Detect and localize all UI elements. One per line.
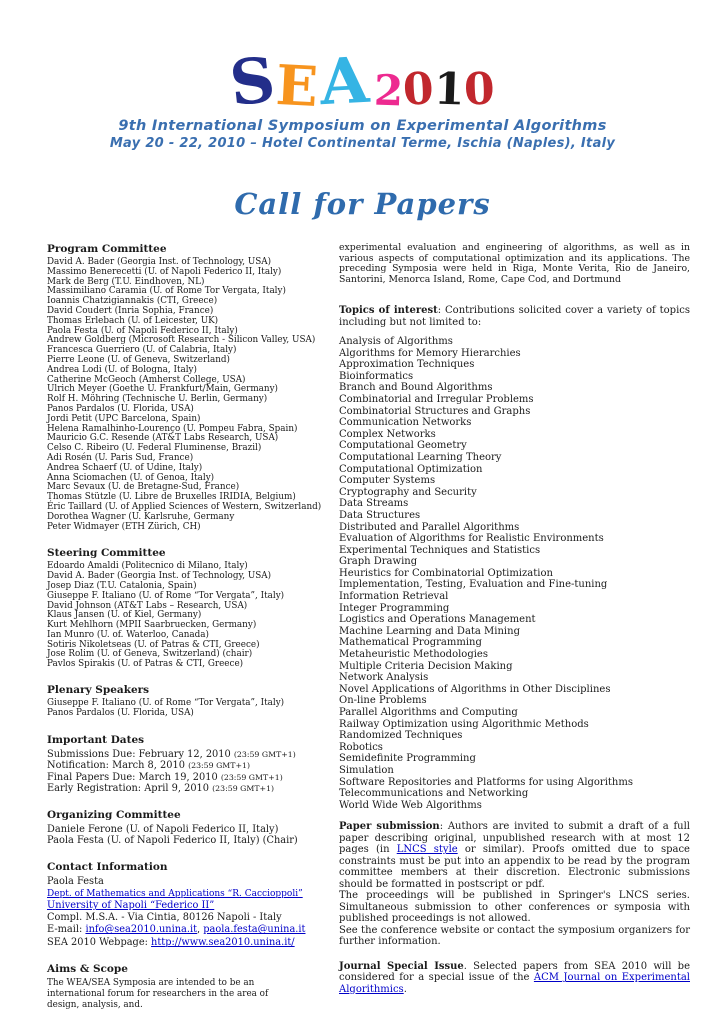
committee-member: Mauricio G.C. Resende (AT&T Labs Research, USA) — [47, 433, 279, 444]
committee-member: Josep Diaz (T.U. Catalonia, Spain) — [47, 580, 197, 591]
logo-letter: E — [274, 51, 320, 119]
contact-information-heading: Contact Information — [47, 860, 168, 873]
topic-item: Approximation Techniques — [339, 359, 475, 371]
topic-item: Software Repositories and Platforms for using Algorithms — [339, 776, 633, 788]
topic-item: Simulation — [339, 764, 394, 776]
topic-item: Semidefinite Programming — [339, 753, 476, 765]
email-label: E-mail: — [47, 924, 86, 936]
topic-item: World Wide Web Algorithms — [339, 799, 482, 811]
topic-item: Parallel Algorithms and Computing — [339, 707, 518, 718]
contact-dept-line — [47, 888, 323, 900]
topic-item: Logistics and Operations Management — [339, 614, 536, 626]
important-dates-heading: Important Dates — [47, 733, 145, 746]
topic-item: Randomized Techniques — [339, 730, 463, 742]
logo-letter: 1 — [432, 63, 466, 116]
logo-letter: 0 — [463, 63, 496, 116]
committee-member: Jose Rolim (U. of Geneva, Switzerland) (chair) — [47, 649, 253, 660]
topic-item: Cryptography and Security — [339, 486, 477, 498]
email-link-2[interactable]: paola.festa@unina.it — [203, 924, 306, 936]
logo-letter: 0 — [401, 63, 435, 117]
organizing-committee-list — [47, 824, 323, 847]
committee-member: Marc Sevaux (U. de Bretagne-Sud, France) — [47, 482, 240, 493]
topic-item: Machine Learning and Data Mining — [339, 625, 520, 637]
committee-member: Paola Festa (U. of Napoli Federico II, Italy) (Chair) — [47, 835, 298, 847]
sea2010-logo — [0, 32, 725, 121]
topic-item: Computational Geometry — [339, 440, 467, 452]
page-header — [0, 0, 725, 151]
topic-item: Branch and Bound Algorithms — [339, 382, 493, 394]
section-program-committee — [47, 243, 323, 532]
content-columns — [0, 243, 725, 1024]
committee-member: Panos Pardalos (U. Florida, USA) — [47, 403, 194, 414]
committee-member: Edoardo Amaldi (Politecnico di Milano, Italy) — [47, 561, 248, 572]
email-separator: , — [197, 924, 204, 936]
section-contact-information — [47, 861, 323, 949]
important-date: Early Registration: April 9, 2010 (23:59 GMT+1) — [47, 783, 275, 795]
topic-item: Computational Learning Theory — [339, 451, 502, 463]
logo-letter: A — [317, 43, 371, 120]
committee-member: Sotiris Nikoletseas (U. of Patras & CTI, Greece) — [47, 639, 260, 650]
topic-item: Robotics — [339, 741, 383, 753]
intro-paragraph: experimental evaluation and engineering of algorithms, as well as in various aspects of computational optimization and its applications. The preceding Symposia were held in Riga, Monte Verita, Rio de Janeiro, Santorini, Menorca Island, Rome, Cape Cod, and Dortmund — [339, 242, 690, 285]
program-committee-list — [47, 258, 323, 532]
committee-member: David Johnson (AT&T Labs – Research, USA) — [47, 600, 248, 611]
committee-member: Rolf H. Möhring (Technische U. Berlin, Germany) — [47, 394, 268, 405]
topic-item: Multiple Criteria Decision Making — [339, 660, 513, 672]
topic-item: Bioinformatics — [339, 370, 414, 382]
see-website-paragraph: See the conference website or contact the symposium organizers for further information. — [339, 924, 690, 948]
aims-scope-heading: Aims & Scope — [47, 962, 128, 975]
topic-item: Computational Optimization — [339, 463, 483, 475]
paper-submission-text-1: : Authors are invited to submit a draft of a full paper describing original, unpublished research with at most 12 pages (in — [339, 821, 691, 856]
committee-member: Jordi Petit (UPC Barcelona, Spain) — [47, 413, 201, 424]
section-aims-scope — [47, 963, 323, 1012]
university-link[interactable]: University of Napoli “Federico II” — [47, 900, 215, 912]
topic-item: Telecommunications and Networking — [339, 788, 529, 800]
symposium-date-location: May 20 - 22, 2010 – Hotel Continental Terme, Ischia (Naples), Italy — [109, 136, 616, 151]
journal-text-2: . — [403, 983, 407, 995]
topic-item: Combinatorial Structures and Graphs — [339, 405, 531, 417]
paper-submission-paragraph — [339, 821, 690, 890]
topic-item: Data Structures — [339, 509, 421, 521]
committee-member: David A. Bader (Georgia Inst. of Technology, USA) — [47, 571, 272, 582]
right-column — [339, 243, 690, 1024]
topic-item: Railway Optimization using Algorithmic Methods — [339, 718, 589, 730]
committee-member: Catherine McGeoch (Amherst College, USA) — [47, 374, 246, 385]
program-committee-heading: Program Committee — [47, 243, 167, 255]
topic-item: Mathematical Programming — [339, 637, 482, 649]
topic-item: Heuristics for Combinatorial Optimization — [339, 567, 553, 579]
topic-item: Metaheuristic Methodologies — [339, 649, 488, 661]
important-dates-list — [47, 749, 323, 795]
committee-member: Giuseppe F. Italiano (U. of Rome “Tor Vergata”, Italy) — [47, 590, 285, 601]
topic-item: Algorithms for Memory Hierarchies — [339, 347, 521, 359]
journal-text-1: . Selected papers from SEA 2010 will be considered for a special issue of the — [339, 960, 690, 984]
committee-member: Mark de Berg (T.U. Eindhoven, NL) — [47, 276, 205, 287]
committee-member: Pavlos Spirakis (U. of Patras & CTI, Greece) — [47, 659, 244, 670]
topic-item: Complex Networks — [339, 428, 436, 440]
committee-member: David A. Bader (Georgia Inst. of Technology, USA) — [47, 257, 272, 267]
webpage-label: SEA 2010 Webpage: — [47, 936, 152, 948]
contact-name: Paola Festa — [47, 875, 104, 887]
steering-committee-list — [47, 562, 323, 670]
committee-member: Ulrich Meyer (Goethe U. Frankfurt/Main, Germany) — [47, 384, 278, 395]
topic-item: Information Retrieval — [339, 591, 449, 603]
dept-link[interactable]: Dept. of Mathematics and Applications “R. Caccioppoli” — [47, 888, 303, 899]
topic-item: Evaluation of Algorithms for Realistic Environments — [339, 533, 604, 545]
topic-item: Novel Applications of Algorithms in Other Disciplines — [339, 683, 611, 695]
topics-list — [339, 336, 690, 811]
left-column — [47, 243, 339, 1024]
committee-member: Éric Taillard (U. of Applied Sciences of Western, Switzerland) — [47, 501, 322, 512]
topic-item: Experimental Techniques and Statistics — [339, 544, 541, 556]
acm-journal-link[interactable]: ACM Journal on Experimental Algorithmics — [339, 972, 690, 995]
topic-item: Data Streams — [339, 498, 409, 510]
important-date: Submissions Due: February 12, 2010 (23:59 GMT+1) — [47, 748, 296, 760]
symposium-subtitle: 9th International Symposium on Experimental Algorithms — [118, 118, 607, 134]
committee-member: Andrea Schaerf (U. of Udine, Italy) — [47, 462, 203, 473]
paper-submission-text-2: or similar). Proofs omitted due to space constraints must be put into an appendix to be read by the program committee members at their discretion. Electronic submissions should be formatted in postscript or pdf. — [339, 844, 690, 890]
contact-webpage-line — [47, 937, 323, 949]
section-organizing-committee — [47, 809, 323, 847]
committee-member: Massimo Benerecetti (U. of Napoli Federico II, Italy) — [47, 266, 282, 277]
topics-of-interest-paragraph — [339, 305, 690, 328]
page-title: Call for Papers — [234, 187, 491, 221]
proceedings-paragraph: The proceedings will be published in Springer's LNCS series. Simultaneous submission to other conferences or symposia with published proceedings is not allowed. — [339, 890, 690, 925]
topic-item: Computer Systems — [339, 475, 436, 487]
aims-scope-text: The WEA/SEA Symposia are intended to be an international forum for researchers in the area of design, analysis, and. — [47, 977, 269, 1011]
topic-item: Communication Networks — [339, 417, 472, 429]
steering-committee-heading: Steering Committee — [47, 547, 166, 560]
topic-item: Implementation, Testing, Evaluation and Fine-tuning — [339, 579, 608, 591]
committee-member: Paola Festa (U. of Napoli Federico II, Italy) — [47, 325, 238, 336]
email-link-1[interactable]: info@sea2010.unina.it — [85, 924, 198, 936]
webpage-link[interactable]: http://www.sea2010.unina.it/ — [151, 936, 295, 948]
committee-member: Daniele Ferone (U. of Napoli Federico II, Italy) — [47, 823, 279, 835]
committee-member: Ioannis Chatzigiannakis (CTI, Greece) — [47, 296, 218, 307]
topic-item: On-line Problems — [339, 695, 427, 707]
topic-item: Integer Programming — [339, 602, 450, 614]
plenary-speakers-heading: Plenary Speakers — [47, 684, 150, 697]
topic-item: Combinatorial and Irregular Problems — [339, 393, 534, 405]
plenary-speakers-list — [47, 699, 323, 719]
committee-member: Ian Munro (U. of. Waterloo, Canada) — [47, 629, 209, 640]
contact-univ-line — [47, 900, 323, 912]
important-date: Final Papers Due: March 19, 2010 (23:59 GMT+1) — [47, 771, 283, 783]
committee-member: Kurt Mehlhorn (MPII Saarbruecken, Germany) — [47, 620, 257, 631]
lncs-style-link[interactable]: LNCS style — [396, 844, 458, 856]
section-plenary-speakers — [47, 684, 323, 719]
topics-of-interest-text: : Contributions solicited cover a variety of topics including but not limited to: — [339, 305, 691, 328]
topic-item: Graph Drawing — [339, 556, 418, 568]
logo-letter: S — [226, 43, 279, 121]
committee-member: Klaus Jansen (U. of Kiel, Germany) — [47, 610, 202, 621]
committee-member: Andrew Goldberg (Microsoft Research - Silicon Valley, USA) — [47, 335, 316, 346]
contact-email-line — [47, 924, 323, 936]
committee-member: Pierre Leone (U. of Geneva, Switzerland) — [47, 354, 230, 365]
committee-member: Dorothea Wagner (U. Karlsruhe, Germany — [47, 511, 235, 522]
plenary-speaker: Giuseppe F. Italiano (U. of Rome “Tor Vergata”, Italy) — [47, 698, 285, 709]
committee-member: Celso C. Ribeiro (U. Federal Fluminense, Brazil) — [47, 443, 262, 454]
committee-member: Andrea Lodi (U. of Bologna, Italy) — [47, 364, 197, 375]
committee-member: Thomas Stützle (U. Libre de Bruxelles IRIDIA, Belgium) — [47, 492, 296, 503]
committee-member: Peter Widmayer (ETH Zürich, CH) — [47, 521, 201, 532]
journal-special-issue-label: Journal Special Issue — [339, 960, 464, 972]
committee-member: Adi Rosén (U. Paris Sud, France) — [47, 452, 194, 463]
topic-item: Distributed and Parallel Algorithms — [339, 521, 520, 533]
plenary-speaker: Panos Pardalos (U. Florida, USA) — [47, 707, 194, 718]
important-date: Notification: March 8, 2010 (23:59 GMT+1) — [47, 760, 251, 772]
paper-submission-label: Paper submission — [339, 821, 440, 833]
organizing-committee-heading: Organizing Committee — [47, 808, 181, 821]
topic-item: Analysis of Algorithms — [339, 336, 453, 347]
committee-member: Anna Sciomachen (U. of Genoa, Italy) — [47, 472, 215, 483]
committee-member: Helena Ramalhinho-Lourenço (U. Pompeu Fabra, Spain) — [47, 423, 298, 434]
committee-member: Massimiliano Caramia (U. of Rome Tor Vergata, Italy) — [47, 286, 286, 297]
committee-member: Francesca Guerriero (U. of Calabria, Italy) — [47, 345, 237, 356]
committee-member: Thomas Erlebach (U. of Leicester, UK) — [47, 315, 219, 326]
section-steering-committee — [47, 547, 323, 670]
logo-letter: 2 — [372, 65, 404, 116]
topic-item: Network Analysis — [339, 672, 429, 684]
journal-special-issue-paragraph — [339, 961, 690, 996]
contact-address: Compl. M.S.A. - Via Cintia, 80126 Napoli - Italy — [47, 912, 282, 924]
topics-of-interest-label: Topics of interest — [339, 305, 438, 316]
committee-member: David Coudert (Inria Sophia, France) — [47, 305, 214, 316]
section-important-dates — [47, 734, 323, 795]
